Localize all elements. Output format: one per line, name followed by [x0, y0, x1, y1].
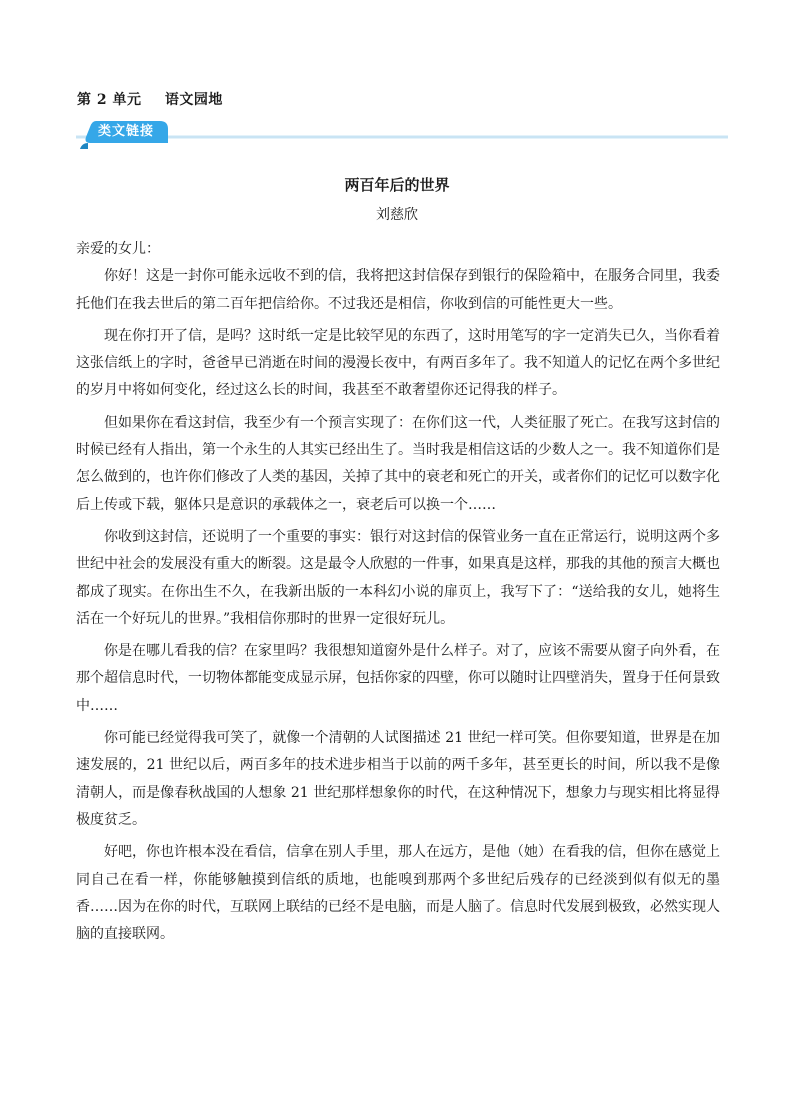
- page-header: [77, 89, 223, 109]
- paragraph: 但如果你在看这封信，我至少有一个预言实现了：在你们这一代，人类征服了死亡。在我写这封信的时候已经有人指出，第一个永生的人其实已经出生了。当时我是相信这话的少数人之一。我不知道你们是怎么做到的，也许你们修改了人类的基因，关掉了其中的衰老和死亡的开关，或者你们的记忆可以数字化后上传或下载，躯体只是意识的承载体之一，衰老后可以换一个……: [76, 414, 720, 513]
- article-author: 刘慈欣: [376, 207, 418, 223]
- paragraph: 你是在哪儿看我的信？在家里吗？我很想知道窗外是什么样子。对了，应该不需要从窗子向外看，在那个超信息时代，一切物体都能变成显示屏，包括你家的四壁，你可以随时让四壁消失，置身于任何景致中……: [76, 643, 720, 714]
- banner-label: 类文链接: [97, 124, 154, 139]
- letter-greeting: 亲爱的女儿：: [76, 241, 160, 257]
- section-label: 语文园地: [164, 92, 223, 108]
- letter-body: [76, 236, 720, 953]
- unit-label: 第 2 单元: [77, 92, 142, 108]
- paragraph: 好吧，你也许根本没在看信，信拿在别人手里，那人在远方，是他（她）在看我的信，但你在感觉上同自己在看一样，你能够触摸到信纸的质地，也能嗅到那两个多世纪后残存的已经淡到似有似无的墨香……因为在你的时代，互联网上联结的已经不是电脑，而是人脑了。信息时代发展到极致，必然实现人脑的直接联网。: [76, 844, 720, 943]
- article-title: 两百年后的世界: [344, 176, 450, 194]
- paragraph: 现在你打开了信，是吗？这时纸一定是比较罕见的东西了，这时用笔写的字一定消失已久，当你看着这张信纸上的字时，爸爸早已消逝在时间的漫漫长夜中，有两百多年了。我不知道人的记忆在两个多世纪的岁月中将如何变化，经过这么长的时间，我甚至不敢奢望你还记得我的样子。: [76, 327, 720, 399]
- paragraph: 你可能已经觉得我可笑了，就像一个清朝的人试图描述 21 世纪一样可笑。但你要知道，世界是在加速发展的，21 世纪以后，两百多年的技术进步相当于以前的两千多年，甚至更长的时间，所以我不是像清朝人，而是像春秋战国的人想象 21 世纪那样想象你的时代，在这种情况下，想象力与现实相比将显得极度贫乏。: [76, 730, 720, 828]
- banner-decoration: [76, 119, 728, 151]
- section-banner: [76, 119, 728, 151]
- paragraph: 你收到这封信，还说明了一个重要的事实：银行对这封信的保管业务一直在正常运行，说明这两个多世纪中社会的发展没有重大的断裂。这是最令人欣慰的一件事，如果真是这样，那我的其他的预言大概也都成了现实。在你出生不久，在我新出版的一本科幻小说的扉页上，我写下了：“送给我的女儿，她将生活在一个好玩儿的世界。”我相信你那时的世界一定很好玩儿。: [76, 528, 720, 627]
- paragraph: 你好！这是一封你可能永远收不到的信，我将把这封信保存到银行的保险箱中，在服务合同里，我委托他们在我去世后的第二百年把信给你。不过我还是相信，你收到信的可能性更大一些。: [76, 268, 720, 312]
